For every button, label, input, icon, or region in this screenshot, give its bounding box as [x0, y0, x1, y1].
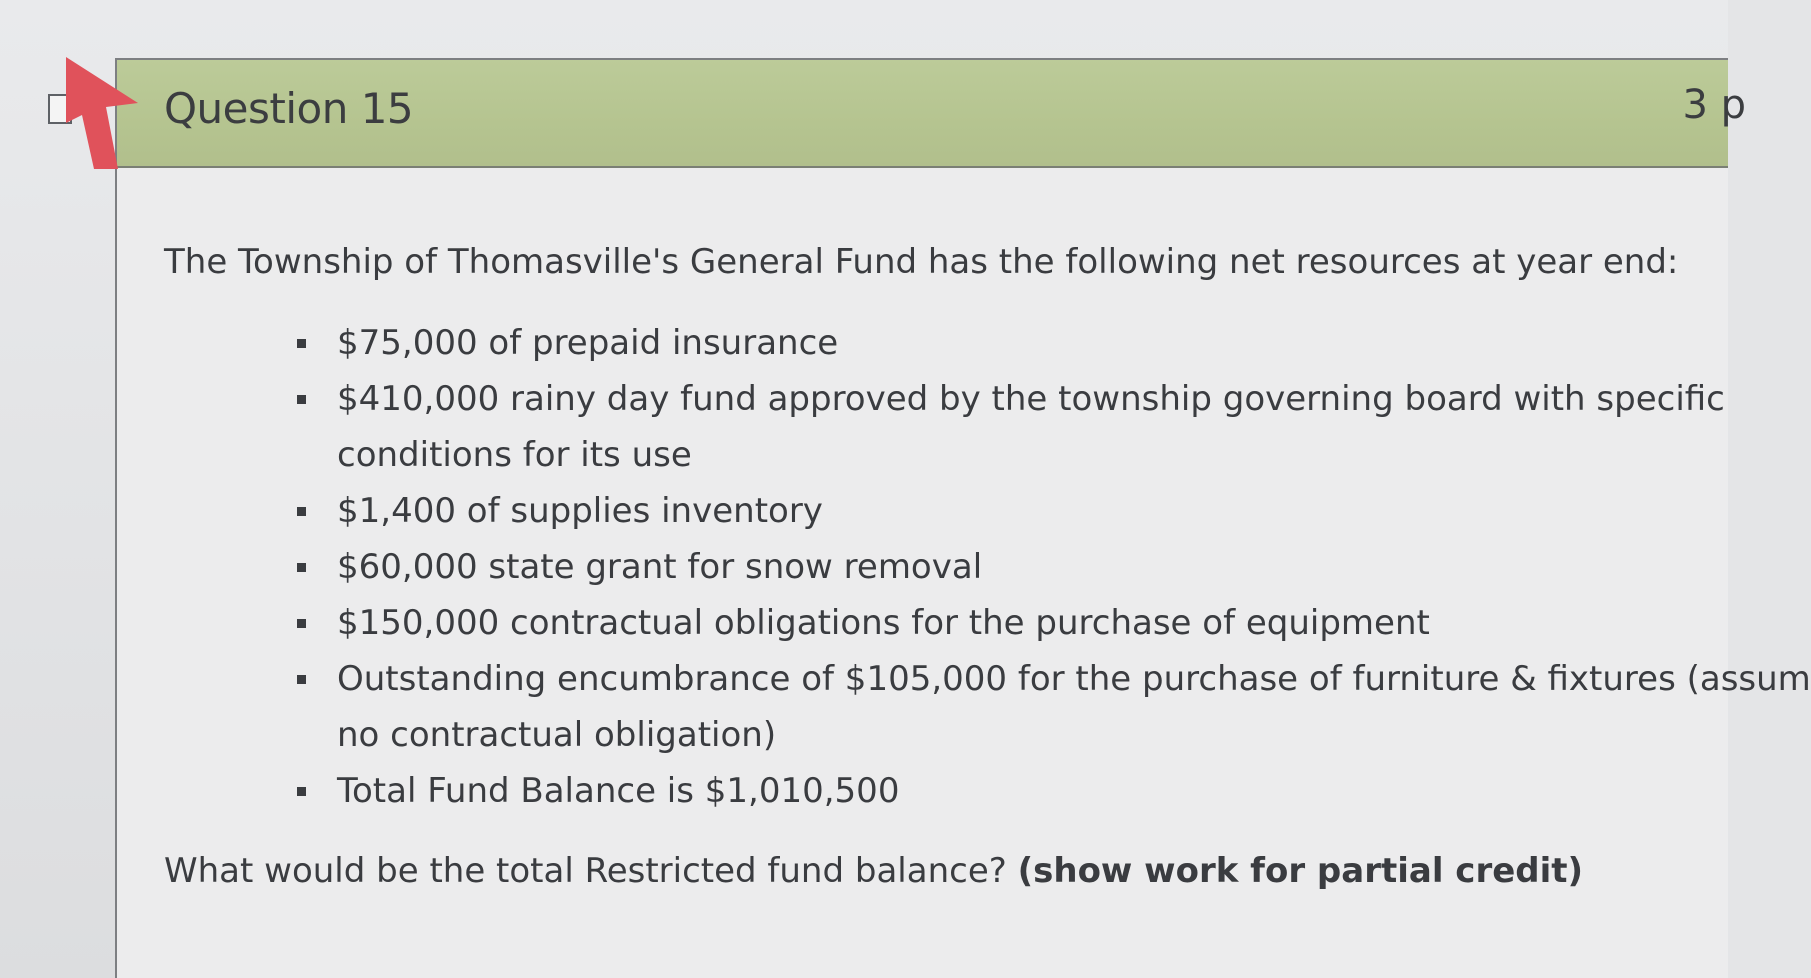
list-item [337, 371, 1724, 483]
list-item [337, 595, 1724, 651]
question-body [164, 238, 1811, 895]
bullet-icon [297, 395, 306, 404]
list-item [337, 763, 1724, 819]
list-item-text-continued: conditions for its use [337, 435, 692, 475]
bullet-icon [297, 339, 306, 348]
question-intro: The Township of Thomasville's General Fund has the following net resources at year end: [164, 242, 1679, 282]
bullet-icon [297, 563, 306, 572]
list-item-text: $410,000 rainy day fund approved by the township governing board with specific [337, 379, 1725, 419]
list-item-text: Total Fund Balance is $1,010,500 [337, 771, 900, 811]
list-item-text: $150,000 contractual obligations for the purchase of equipment [337, 603, 1430, 643]
bullet-icon [297, 619, 306, 628]
list-item-text: $75,000 of prepaid insurance [337, 323, 839, 363]
bullet-icon [297, 507, 306, 516]
prompt-main-text: What would be the total Restricted fund balance? [164, 851, 1007, 891]
question-points: 3 p [1682, 82, 1746, 128]
question-prompt [164, 847, 1724, 895]
question-card [115, 58, 1811, 978]
list-item-text: $1,400 of supplies inventory [337, 491, 823, 531]
list-item-text: $60,000 state grant for snow removal [337, 547, 983, 587]
resource-list [164, 315, 1811, 819]
list-item [337, 315, 1724, 371]
list-item-text-continued: no contractual obligation) [337, 715, 777, 755]
flag-icon[interactable] [66, 57, 138, 169]
list-item [337, 651, 1811, 763]
question-title: Question 15 [164, 84, 414, 133]
list-item [337, 539, 1724, 595]
bullet-icon [297, 787, 306, 796]
list-item [337, 483, 1724, 539]
prompt-bold-text: (show work for partial credit) [1017, 851, 1584, 891]
bullet-icon [297, 675, 306, 684]
list-item-text: Outstanding encumbrance of $105,000 for the purchase of furniture & fixtures (assum [337, 659, 1811, 699]
question-header [117, 60, 1746, 168]
